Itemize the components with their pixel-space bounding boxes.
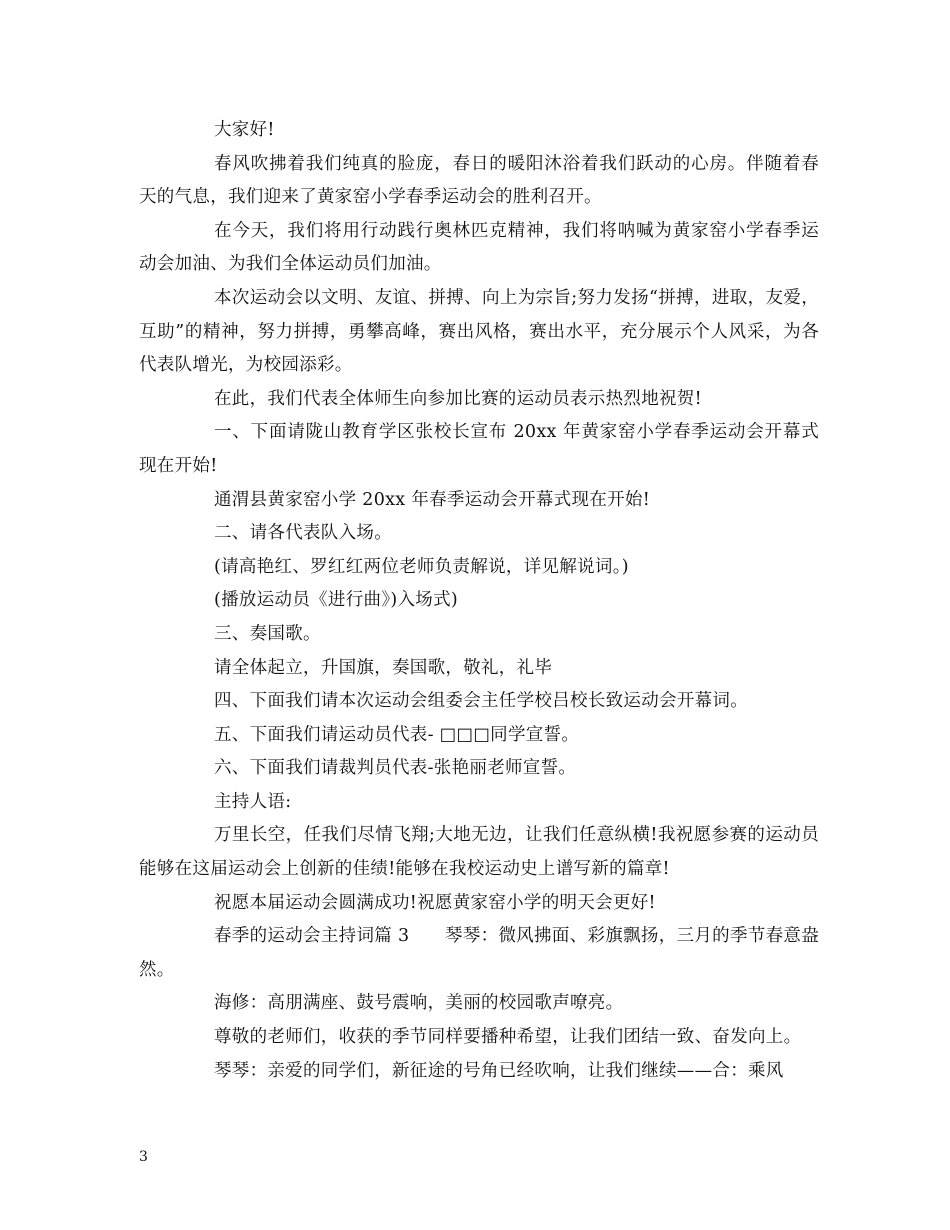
paragraph-greeting: 大家好! xyxy=(214,120,275,140)
paragraph: 请全体起立，升国旗，奏国歌，敬礼，礼毕 xyxy=(214,657,553,678)
page-number: 3 xyxy=(139,1149,148,1165)
paragraph: 一、下面请陇山教育学区张校长宣布 20xx 年黄家窑小学春季运动会开幕式现在开始! xyxy=(139,422,819,476)
paragraph: 万里长空，任我们尽情飞翔;大地无边，让我们任意纵横!我祝愿参赛的运动员能够在这届运动会上创新的佳绩!能够在我校运动史上谱写新的篇章! xyxy=(139,825,819,880)
document-body xyxy=(139,114,819,1088)
paragraph: 尊敬的老师们，收获的季节同样要播种希望，让我们团结一致、奋发向上。 xyxy=(214,1027,802,1048)
paragraph: 在今天，我们将用行动践行奥林匹克精神，我们将呐喊为黄家窑小学春季运动会加油、为我们全体运动员们加油。 xyxy=(139,220,819,275)
paragraph: 本次运动会以文明、友谊、拼搏、向上为宗旨;努力发扬“拼搏，进取，友爱，互助”的精神，努力拼搏，勇攀高峰，赛出风格，赛出水平，充分展示个人风采，为各代表队增光，为校园添彩。 xyxy=(139,287,819,376)
paragraph: 在此，我们代表全体师生向参加比赛的运动员表示热烈地祝贺! xyxy=(214,388,702,409)
paragraph: 海修：高朋满座、鼓号震响，美丽的校园歌声嘹亮。 xyxy=(214,993,624,1014)
paragraph-host-remarks-heading: 主持人语: xyxy=(214,791,292,812)
paragraph: (播放运动员《进行曲》)入场式) xyxy=(214,590,459,611)
paragraph: 四、下面我们请本次运动会组委会主任学校吕校长致运动会开幕词。 xyxy=(214,691,748,712)
paragraph: 春风吹拂着我们纯真的脸庞，春日的暖阳沐浴着我们跃动的心房。伴随着春天的气息，我们迎来了黄家窑小学春季运动会的胜利召开。 xyxy=(139,153,819,208)
paragraph: 琴琴：亲爱的同学们，新征途的号角已经吹响，让我们继续——合：乘风 xyxy=(214,1060,784,1081)
paragraph: 六、下面我们请裁判员代表-张艳丽老师宣誓。 xyxy=(214,758,577,779)
paragraph: (请高艳红、罗红红两位老师负责解说，详见解说词。) xyxy=(214,556,629,577)
paragraph: 三、奏国歌。 xyxy=(214,623,321,644)
paragraph: 五、下面我们请运动员代表- □□□同学宣誓。 xyxy=(214,724,580,745)
paragraph: 通渭县黄家窑小学 20xx 年春季运动会开幕式现在开始! xyxy=(214,489,651,510)
paragraph: 春季的运动会主持词篇 3 琴琴：微风拂面、彩旗飘扬，三月的季节春意盎然。 xyxy=(139,926,819,980)
paragraph: 祝愿本届运动会圆满成功!祝愿黄家窑小学的明天会更好! xyxy=(214,892,656,913)
paragraph: 二、请各代表队入场。 xyxy=(214,523,392,544)
